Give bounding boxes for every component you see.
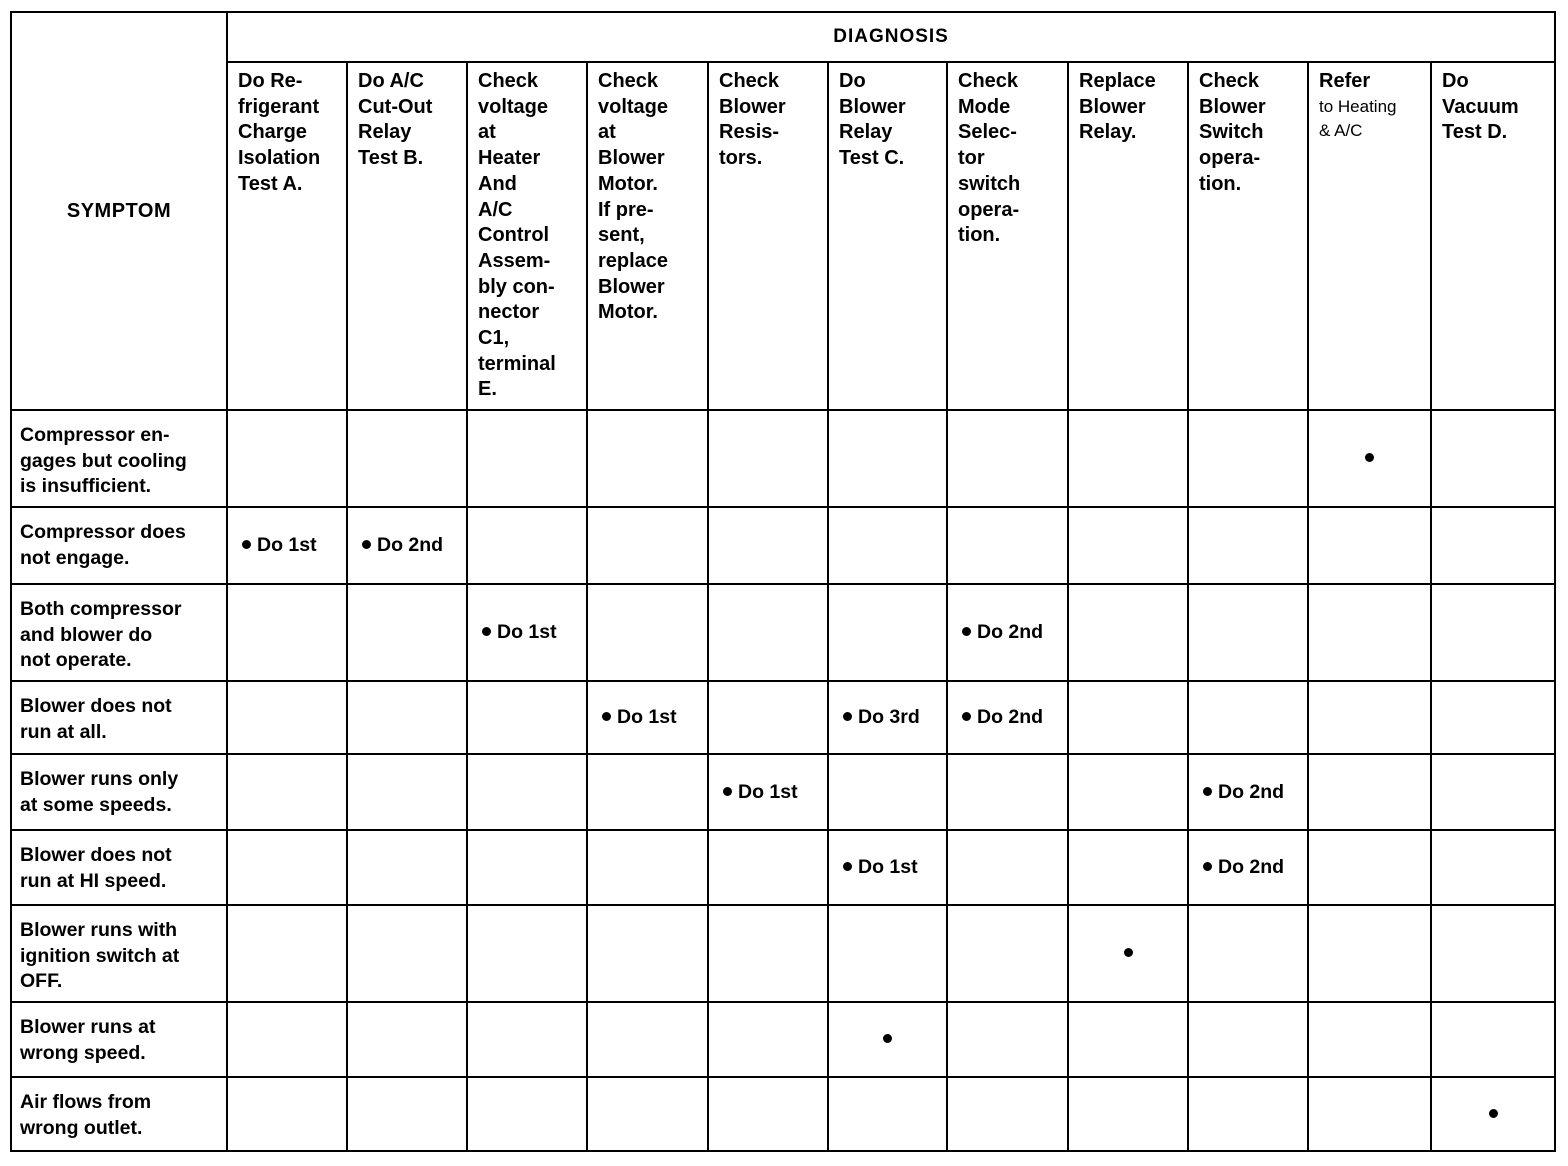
diagnosis-cell <box>947 754 1068 830</box>
bullet-icon <box>962 627 971 636</box>
diagnosis-cell <box>828 1002 947 1077</box>
diagnosis-column-header <box>1308 62 1431 410</box>
diagnosis-cell <box>1431 507 1555 584</box>
bullet-icon <box>1489 1109 1498 1118</box>
diagnosis-cell <box>1188 754 1308 830</box>
diagnosis-cell <box>1431 754 1555 830</box>
diagnosis-cell <box>1068 1002 1188 1077</box>
diagnosis-cell <box>227 905 347 1002</box>
diagnosis-cell <box>347 681 467 754</box>
diagnosis-cell <box>587 830 708 905</box>
diagnosis-cell <box>1188 1002 1308 1077</box>
diagnosis-cell <box>1188 681 1308 754</box>
symptom-cell: Both compressor and blower do not operate. <box>11 584 227 681</box>
diagnosis-cell <box>947 681 1068 754</box>
diagnosis-column-header <box>947 62 1068 410</box>
diagnosis-cell <box>828 410 947 507</box>
column-label: Do A/C Cut-Out Relay Test B. <box>358 70 433 170</box>
diagnosis-cell <box>828 681 947 754</box>
diagnosis-cell <box>347 410 467 507</box>
diagnosis-cell <box>947 1077 1068 1151</box>
step-order-label: Do 2nd <box>977 621 1044 643</box>
diagnosis-cell <box>828 1077 947 1151</box>
column-label: Replace Blower Relay. <box>1079 70 1156 144</box>
step-order-label: Do 3rd <box>858 706 920 728</box>
table-row <box>11 1002 1555 1077</box>
diagnosis-cell <box>467 1002 587 1077</box>
diagnosis-cell <box>347 1077 467 1151</box>
diagnosis-cell <box>828 905 947 1002</box>
diagnosis-cell <box>347 905 467 1002</box>
table-row <box>11 681 1555 754</box>
diagnosis-cell <box>1188 830 1308 905</box>
column-label: Do Re- frigerant Charge Isolation Test A. <box>238 70 321 195</box>
symptom-cell: Compressor en- gages but cooling is insufficient. <box>11 410 227 507</box>
diagnosis-cell <box>828 584 947 681</box>
step-order-label: Do 1st <box>858 856 918 878</box>
diagnosis-cell <box>947 1002 1068 1077</box>
diagnosis-cell <box>467 410 587 507</box>
diagnosis-cell <box>708 905 828 1002</box>
diagnosis-cell <box>227 681 347 754</box>
diagnosis-cell <box>1308 410 1431 507</box>
diagnosis-cell <box>1431 410 1555 507</box>
symptom-cell: Air flows from wrong outlet. <box>11 1077 227 1151</box>
diagnosis-cell <box>467 1077 587 1151</box>
diagnosis-cell <box>347 584 467 681</box>
bullet-icon <box>1124 948 1133 957</box>
diagnosis-cell <box>227 1077 347 1151</box>
bullet-icon <box>962 712 971 721</box>
bullet-icon <box>242 540 251 549</box>
diagnosis-cell <box>1308 1002 1431 1077</box>
column-label: Do Vacuum Test D. <box>1442 70 1519 144</box>
diagnosis-cell <box>1308 507 1431 584</box>
step-order-label: Do 1st <box>497 621 557 643</box>
diagnosis-cell <box>587 584 708 681</box>
diagnosis-cell <box>347 507 467 584</box>
diagnosis-cell <box>1308 754 1431 830</box>
diagnosis-cell <box>1431 905 1555 1002</box>
diagnosis-cell <box>708 410 828 507</box>
diagnosis-cell <box>227 754 347 830</box>
diagnosis-cell <box>1308 584 1431 681</box>
diagnosis-cell <box>227 507 347 584</box>
table-row <box>11 1077 1555 1151</box>
diagnosis-cell <box>347 754 467 830</box>
diagnosis-cell <box>227 1002 347 1077</box>
table-row <box>11 410 1555 507</box>
symptom-cell: Blower does not run at all. <box>11 681 227 754</box>
symptom-cell: Compressor does not engage. <box>11 507 227 584</box>
diagnosis-column-header <box>227 62 347 410</box>
bullet-icon <box>1203 862 1212 871</box>
diagnosis-cell <box>1188 584 1308 681</box>
diagnosis-cell <box>828 754 947 830</box>
diagnosis-cell <box>1068 830 1188 905</box>
diagnosis-column-header <box>347 62 467 410</box>
diagnosis-cell <box>587 681 708 754</box>
diagnosis-cell <box>1308 681 1431 754</box>
diagnosis-cell <box>1068 681 1188 754</box>
diagnosis-column-header <box>708 62 828 410</box>
diagnosis-cell <box>1431 1002 1555 1077</box>
table-row <box>11 584 1555 681</box>
step-order-label: Do 2nd <box>1218 780 1285 803</box>
diagnosis-cell <box>708 754 828 830</box>
diagnosis-cell <box>947 507 1068 584</box>
diagnosis-cell <box>1188 905 1308 1002</box>
diagnosis-cell <box>1188 507 1308 584</box>
bullet-icon <box>1365 453 1374 462</box>
diagnosis-cell <box>467 830 587 905</box>
diagnosis-cell <box>1431 830 1555 905</box>
diagnosis-cell <box>227 830 347 905</box>
column-label: Check Blower Resis- tors. <box>719 70 786 170</box>
diagnosis-header: DIAGNOSIS <box>227 12 1555 62</box>
diagnosis-cell <box>828 830 947 905</box>
diagnosis-cell <box>708 507 828 584</box>
column-label: Refer <box>1319 70 1371 92</box>
diagnosis-cell <box>587 410 708 507</box>
diagnosis-cell <box>947 410 1068 507</box>
table-row <box>11 754 1555 830</box>
diagnosis-cell <box>587 1002 708 1077</box>
diagnosis-cell <box>1188 1077 1308 1151</box>
diagnosis-cell <box>1431 584 1555 681</box>
diagnosis-cell <box>347 830 467 905</box>
column-label: Check voltage at Blower Motor. If pre- sent, replace Blower Motor. <box>598 70 669 324</box>
diagnosis-cell <box>1308 1077 1431 1151</box>
diagnosis-column-header <box>467 62 587 410</box>
diagnosis-cell <box>708 681 828 754</box>
diagnosis-cell <box>947 584 1068 681</box>
diagnosis-column-header <box>587 62 708 410</box>
diagnosis-cell <box>467 905 587 1002</box>
column-label: Do Blower Relay Test C. <box>839 70 906 170</box>
diagnosis-cell <box>708 830 828 905</box>
header-row-columns <box>11 62 1555 410</box>
diagnosis-cell <box>828 507 947 584</box>
diagnosis-cell <box>1188 410 1308 507</box>
bullet-icon <box>1203 787 1212 796</box>
diagnosis-cell <box>1308 905 1431 1002</box>
diagnosis-cell <box>708 1002 828 1077</box>
diagnosis-cell <box>1068 905 1188 1002</box>
column-label-small: to Heating & A/C <box>1319 96 1397 140</box>
diagnosis-cell <box>587 754 708 830</box>
diagnosis-cell <box>708 584 828 681</box>
diagnosis-cell <box>467 507 587 584</box>
step-order-label: Do 2nd <box>977 706 1044 728</box>
column-label: Check Mode Selec- tor switch opera- tion. <box>958 70 1021 247</box>
table-row <box>11 830 1555 905</box>
symptom-header: SYMPTOM <box>11 12 227 410</box>
diagnosis-cell <box>708 1077 828 1151</box>
symptom-cell: Blower runs with ignition switch at OFF. <box>11 905 227 1002</box>
symptom-cell: Blower runs only at some speeds. <box>11 754 227 830</box>
diagnosis-column-header <box>1068 62 1188 410</box>
diagnosis-cell <box>1068 754 1188 830</box>
bullet-icon <box>843 712 852 721</box>
diagnosis-cell <box>467 754 587 830</box>
step-order-label: Do 2nd <box>377 534 444 556</box>
diagnosis-cell <box>227 584 347 681</box>
step-order-label: Do 1st <box>617 706 677 728</box>
bullet-icon <box>602 712 611 721</box>
diagnosis-cell <box>1068 507 1188 584</box>
column-label: Check voltage at Heater And A/C Control Assem- bly con- nector C1, terminal E. <box>478 70 556 401</box>
table-row <box>11 507 1555 584</box>
diagnosis-cell <box>587 905 708 1002</box>
bullet-icon <box>883 1034 892 1043</box>
diagnosis-cell <box>467 584 587 681</box>
diagnosis-cell <box>467 681 587 754</box>
bullet-icon <box>843 862 852 871</box>
diagnosis-cell <box>1068 410 1188 507</box>
diagnosis-cell <box>947 905 1068 1002</box>
diagnosis-cell <box>1068 584 1188 681</box>
diagnosis-column-header <box>828 62 947 410</box>
diagnosis-cell <box>347 1002 467 1077</box>
diagnosis-cell <box>947 830 1068 905</box>
diagnosis-cell <box>587 1077 708 1151</box>
table-row <box>11 905 1555 1002</box>
column-label: Check Blower Switch opera- tion. <box>1199 70 1266 195</box>
diagnosis-cell <box>1431 1077 1555 1151</box>
step-order-label: Do 2nd <box>1218 856 1285 878</box>
symptom-cell: Blower does not run at HI speed. <box>11 830 227 905</box>
diagnosis-column-header <box>1188 62 1308 410</box>
header-row-top <box>11 12 1555 62</box>
bullet-icon <box>723 787 732 796</box>
bullet-icon <box>362 540 371 549</box>
step-order-label: Do 1st <box>738 780 798 803</box>
diagnosis-cell <box>587 507 708 584</box>
diagnosis-column-header <box>1431 62 1555 410</box>
diagnosis-cell <box>1068 1077 1188 1151</box>
symptom-cell: Blower runs at wrong speed. <box>11 1002 227 1077</box>
diagnosis-table <box>10 11 1556 1152</box>
bullet-icon <box>482 627 491 636</box>
diagnosis-cell <box>1308 830 1431 905</box>
diagnosis-cell <box>227 410 347 507</box>
diagnosis-cell <box>1431 681 1555 754</box>
step-order-label: Do 1st <box>257 534 317 556</box>
